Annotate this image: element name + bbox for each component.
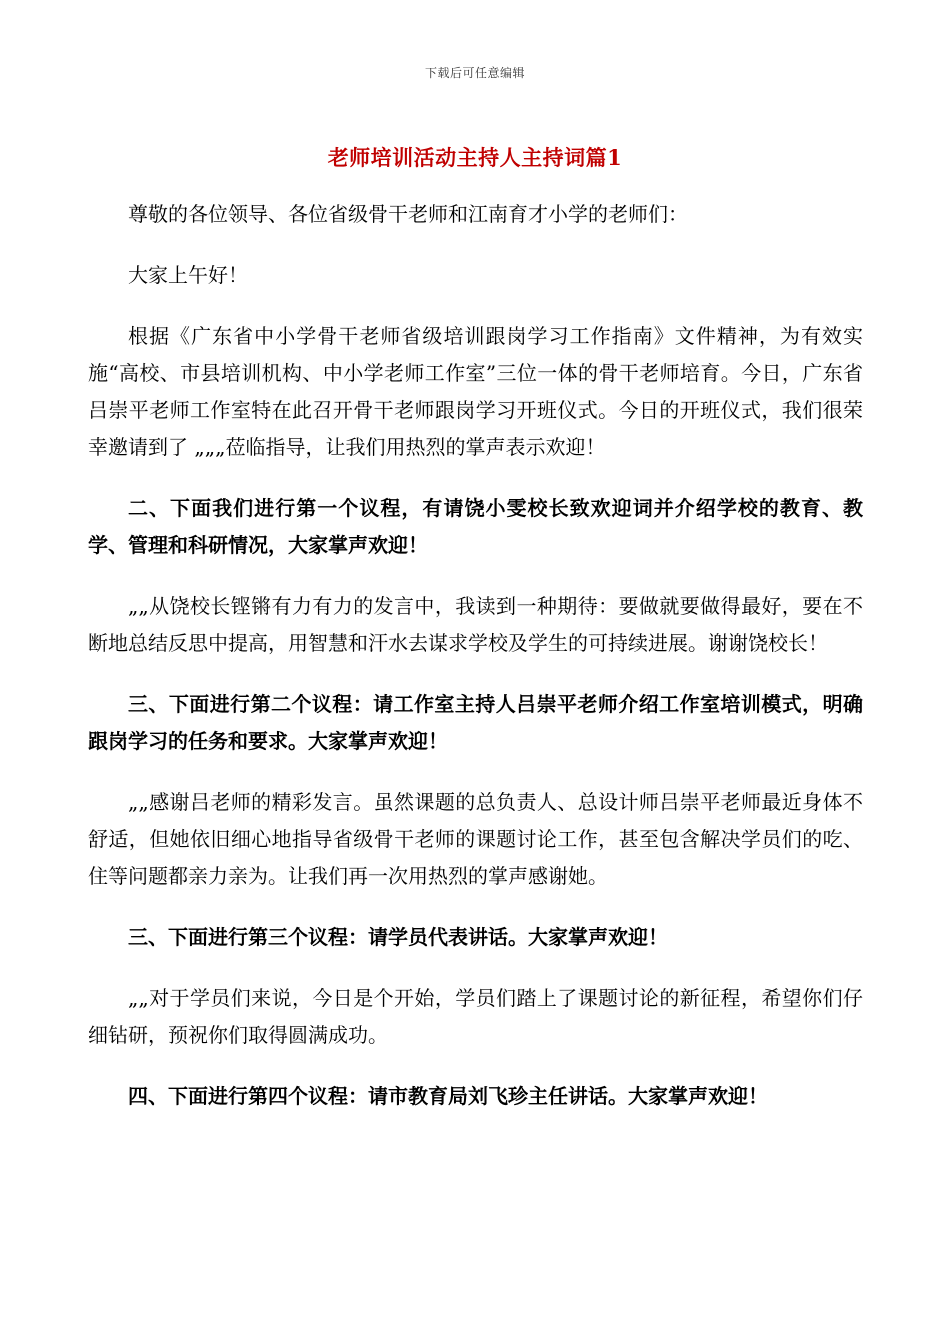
agenda-comment-2: „„感谢吕老师的精彩发言。虽然课题的总负责人、总设计师吕崇平老师最近身体不舒适，但她依旧细心地指导省级骨干老师的课题讨论工作，甚至包含解决学员们的吃、住等问题都亲力亲为。让我们再一次用热烈的掌声感谢她。 <box>88 790 863 888</box>
document-title: 老师培训活动主持人主持词篇1 <box>327 145 623 170</box>
agenda-item-3: 三、下面进行第三个议程：请学员代表讲话。大家掌声欢迎！ <box>128 925 668 949</box>
greeting-paragraph: 尊敬的各位领导、各位省级骨干老师和江南育才小学的老师们： <box>128 202 688 226</box>
agenda-item-2: 三、下面进行第二个议程：请工作室主持人吕崇平老师介绍工作室培训模式，明确跟岗学习的任务和要求。大家掌声欢迎！ <box>88 692 863 753</box>
intro-paragraph: 根据《广东省中小学骨干老师省级培训跟岗学习工作指南》文件精神，为有效实施“高校、市县培训机构、中小学老师工作室”三位一体的骨干老师培育。今日，广东省吕崇平老师工作室特在此召开骨干老师跟岗学习开班仪式。今日的开班仪式，我们很荣幸邀请到了 „„„莅临指导，让我们用热烈的掌声表示欢迎！ <box>88 324 863 459</box>
agenda-comment-1: „„从饶校长铿锵有力有力的发言中，我读到一种期待：要做就要做得最好，要在不断地总结反思中提高，用智慧和汗水去谋求学校及学生的可持续进展。谢谢饶校长！ <box>88 594 863 655</box>
salutation-paragraph: 大家上午好！ <box>128 263 248 287</box>
agenda-item-1: 二、下面我们进行第一个议程，有请饶小雯校长致欢迎词并介绍学校的教育、教学、管理和科研情况，大家掌声欢迎！ <box>88 496 863 557</box>
document-body <box>88 196 863 1139</box>
header-note: 下载后可任意编辑 <box>424 66 525 80</box>
agenda-item-4: 四、下面进行第四个议程：请市教育局刘飞珍主任讲话。大家掌声欢迎！ <box>128 1084 768 1108</box>
agenda-comment-3: „„对于学员们来说，今日是个开始，学员们踏上了课题讨论的新征程，希望你们仔细钻研，预祝你们取得圆满成功。 <box>88 986 863 1047</box>
